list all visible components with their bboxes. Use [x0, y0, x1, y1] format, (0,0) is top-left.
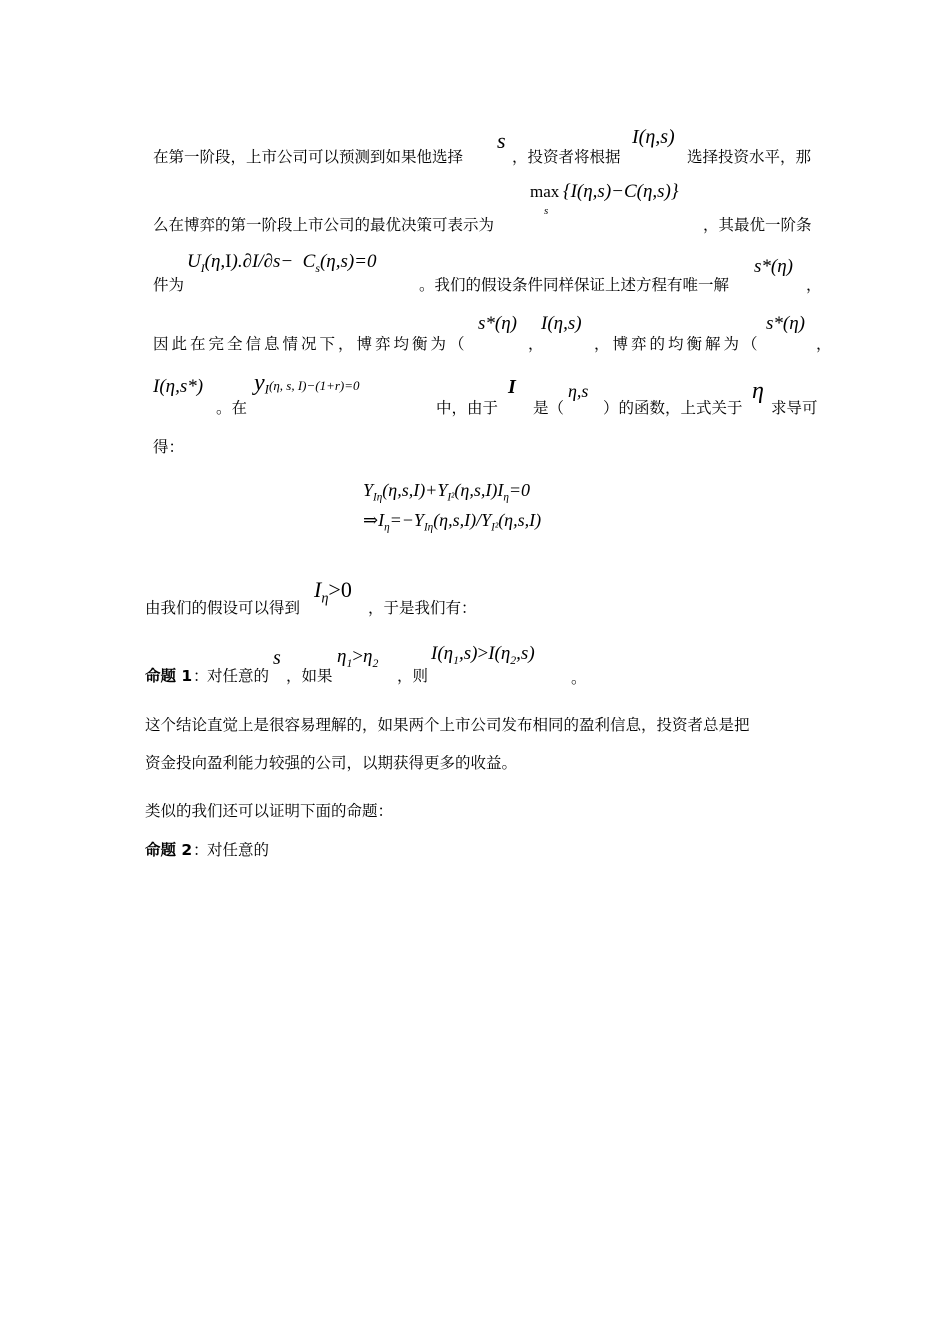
text-segment: 对任意的	[207, 667, 270, 685]
math-s-star: s*(η)	[766, 313, 805, 334]
text-segment: 件为	[153, 276, 185, 294]
text-segment: 由我们的假设可以得到	[145, 599, 301, 617]
math-I: I	[508, 376, 516, 398]
proposition-1-label: 命题 1	[145, 667, 193, 685]
text-segment: ，投资者将根据	[512, 148, 621, 166]
math-s-star: s*(η)	[478, 313, 517, 334]
math-I-eta-positive: $I_\eta>0$	[314, 577, 352, 607]
math-eta-condition: $\eta_1>\eta_2$	[337, 646, 379, 670]
math-eta: η	[752, 378, 764, 404]
text-segment: 得：	[153, 438, 185, 456]
math-s: s	[497, 128, 506, 153]
text-segment: 这个结论直觉上是很容易理解的，如果两个上市公司发布相同的盈利信息，投资者总是把	[145, 716, 750, 734]
text-segment: 资金投向盈利能力较强的公司，以期获得更多的收益。	[145, 754, 518, 772]
text-segment: 类似的我们还可以证明下面的命题：	[145, 802, 394, 820]
math-I-eta-s: I(η,s)	[632, 126, 675, 148]
text-segment: ：	[193, 667, 209, 685]
math-I-eta-s: I(η,s)	[541, 313, 582, 334]
text-segment: 。	[571, 669, 587, 687]
math-I-eta-s-star: I(η,s*)	[153, 376, 204, 397]
math-s-star: s*(η)	[754, 256, 793, 277]
text-segment: ，其最优一阶条	[703, 216, 812, 234]
proposition-2-label: 命题 2	[145, 841, 193, 859]
text-segment: 对任意的	[207, 841, 270, 859]
math-result: $I(\eta_1,s)>I(\eta_2,s)$	[431, 643, 535, 667]
text-segment: ，如果	[286, 667, 333, 685]
math-eta-s: η,s	[568, 381, 589, 401]
text-segment: ，则	[397, 667, 429, 685]
math-s: s	[273, 647, 281, 669]
display-equation-1: $Y_{I\eta}(\eta,s,I)+Y_{I^2}(\eta,s,I)I_\eta=0$	[363, 480, 531, 504]
text-segment: 。在	[216, 399, 248, 417]
display-equation-2: $\Rightarrow I_\eta=-Y_{I\eta}(\eta,s,I)/Y_{I^2}(\eta,s,I)$	[363, 510, 542, 534]
text-segment: ，	[816, 335, 832, 353]
text-segment: 求导可	[771, 399, 818, 417]
text-segment: 中，由于	[436, 399, 499, 417]
math-max-argument: {I(η,s)−C(η,s)}	[563, 181, 679, 202]
text-segment: ，	[528, 335, 544, 353]
text-segment: 在第一阶段，上市公司可以预测到如果他选择	[153, 148, 464, 166]
math-first-order-condition: $U_I(\eta,I).\partial I/\partial s- C_s(\eta,s)=0$	[187, 251, 377, 275]
text-segment: 选择投资水平，那	[687, 148, 812, 166]
text-segment: 因此在完全信息情况下，博弈均衡为（	[153, 335, 468, 353]
text-segment: ）的函数，上式关于	[603, 399, 743, 417]
text-segment: ，于是我们有：	[368, 599, 477, 617]
text-segment: ，博弈的均衡解为（	[594, 335, 761, 353]
math-max: max	[530, 182, 560, 201]
math-max-sub: s	[544, 205, 549, 217]
math-y-equation: $y_I(\eta$, s, I)−(1+r)=0	[254, 370, 360, 397]
text-segment: 是（	[533, 399, 565, 417]
text-segment: 么在博弈的第一阶段上市公司的最优决策可表示为	[153, 216, 495, 234]
text-segment: 。我们的假设条件同样保证上述方程有唯一解	[419, 276, 730, 294]
text-segment: ，	[806, 276, 822, 294]
text-segment: ：	[193, 841, 209, 859]
